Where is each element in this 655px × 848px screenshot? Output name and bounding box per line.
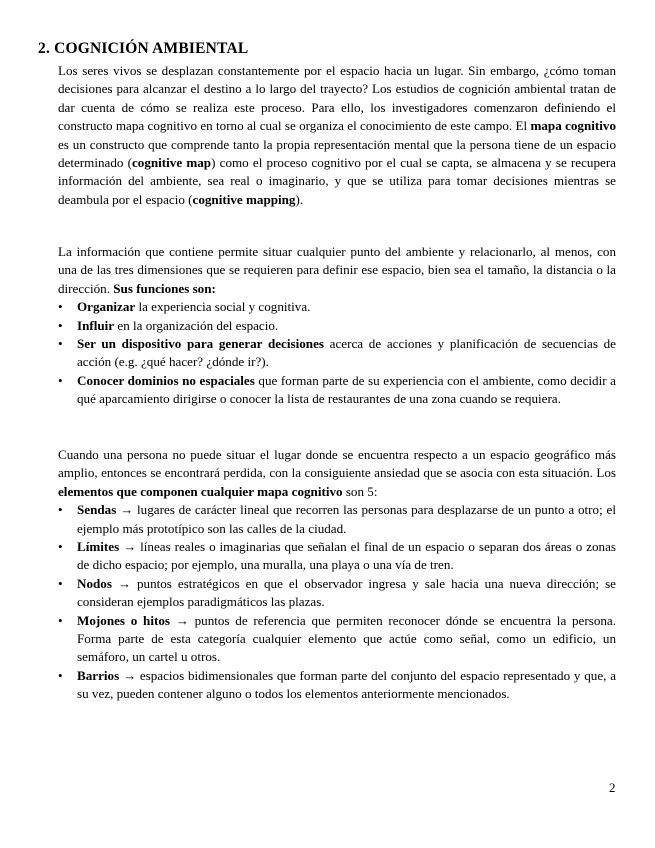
bullet-icon: •	[58, 539, 63, 555]
element-text: puntos de referencia que permiten reconocer dónde se encuentra la persona. Forma parte de esta categoría cualquier elemento que actúe como señal, como un edificio, un semáforo, un cartel u otros.	[77, 612, 617, 665]
element-text: lugares de carácter lineal que recorren las personas para desplazarse de un punto a otro; el ejemplo más prototípico son las calles de la ciudad.	[77, 502, 616, 536]
list-item	[58, 501, 616, 538]
bullet-icon: •	[58, 502, 63, 518]
arrow-icon: →	[119, 539, 141, 555]
elements-intro-text: Cuando una persona no puede situar el lugar donde se encuentra respecto a un espacio geográfico más amplio, entonces se encontrará perdida, con la consiguiente ansiedad que se asocia con esta situación. Los	[58, 447, 616, 481]
elements-block	[58, 446, 616, 704]
term-cognitive-mapping: cognitive mapping	[192, 191, 296, 207]
list-item	[58, 335, 616, 372]
arrow-icon: →	[169, 612, 195, 628]
element-name: Sendas	[77, 502, 117, 518]
intro-text-3: ) como el proceso cognitivo por el cual se capta, se almacena y se recupera información del ambiente, sea real o imaginario, y que se utiliza para tomar decisiones mientras se deambula por el espacio (	[58, 155, 616, 207]
functions-intro-text: La información que contiene permite situar cualquier punto del ambiente y relacionarlo, al menos, con una de las tres dimensiones que se requieren para definir ese espacio, bien sea el tamaño, la distancia o la dirección.	[58, 244, 616, 296]
section-heading	[38, 40, 248, 58]
functions-block	[58, 243, 616, 409]
intro-text-2: es un constructo que comprende tanto la propia representación mental que la persona tiene de un espacio determinado (	[58, 136, 616, 171]
function-text: que forman parte de su experiencia con el ambiente, como decidir a qué aparcamiento dirigirse o conocer la lista de restaurantes de una zona cuando se requiera.	[77, 372, 616, 407]
element-name: Límites	[77, 539, 120, 555]
page-number: 2	[609, 780, 616, 795]
functions-intro-paragraph	[58, 243, 616, 298]
element-text: espacios bidimensionales que forman parte del conjunto del espacio representado y que, a su vez, pueden contener alguno o todos los elementos anteriormente mencionados.	[77, 667, 617, 702]
arrow-icon: →	[116, 502, 138, 518]
arrow-icon: →	[111, 575, 137, 591]
bullet-icon: •	[58, 667, 63, 683]
list-item	[58, 538, 616, 575]
function-text: en la organización del espacio.	[114, 317, 279, 333]
function-name: Ser un dispositivo para generar decisiones	[77, 336, 324, 352]
section-title: COGNICIÓN AMBIENTAL	[54, 40, 249, 57]
functions-heading: Sus funciones son:	[113, 280, 216, 296]
element-name: Mojones o hitos	[77, 612, 170, 628]
list-item	[58, 372, 616, 409]
function-name: Influir	[77, 317, 115, 333]
intro-text-4: ).	[295, 191, 304, 207]
element-name: Nodos	[77, 575, 112, 591]
function-text: la experiencia social y cognitiva.	[135, 299, 311, 315]
list-item	[58, 667, 616, 704]
function-name: Conocer dominios no espaciales	[77, 372, 255, 388]
section-number: 2.	[38, 40, 51, 57]
functions-list	[58, 298, 616, 408]
term-cognitive-map: cognitive map	[131, 155, 212, 171]
element-text: líneas reales o imaginarias que señalan el final de un espacio o separan dos áreas o zonas de dicho espacio; por ejemplo, una muralla, una playa o una vía de tren.	[77, 539, 616, 573]
bullet-icon: •	[58, 575, 63, 591]
bullet-icon: •	[58, 317, 63, 333]
intro-paragraph-block	[58, 62, 616, 209]
list-item	[58, 575, 616, 612]
bullet-icon: •	[58, 612, 63, 628]
elements-intro-paragraph	[58, 446, 616, 501]
element-name: Barrios	[77, 667, 120, 683]
intro-paragraph	[58, 62, 616, 209]
bullet-icon: •	[58, 372, 63, 388]
elements-list	[58, 501, 616, 703]
elements-heading: elementos que componen cualquier mapa cognitivo	[58, 483, 343, 499]
function-name: Organizar	[77, 299, 136, 315]
arrow-icon: →	[119, 667, 140, 683]
intro-text-1: Los seres vivos se desplazan constantemente por el espacio hacia un lugar. Sin embargo, ¿cómo toman decisiones para alcanzar el destino a lo largo del trayecto? Los estudios de cognición ambiental tratan de dar cuenta de cómo se realiza este proceso. Para ello, los investigadores comenzaron definiendo el constructo mapa cognitivo en torno al cual se organiza el conocimiento de este campo. El	[58, 63, 616, 134]
bullet-icon: •	[58, 336, 63, 352]
element-text: puntos estratégicos en que el observador ingresa y sale hacia una nueva dirección; se consideran ejemplos paradigmáticos las plazas.	[77, 575, 616, 610]
function-text: acerca de acciones y planificación de secuencias de acción (e.g. ¿qué hacer? ¿dónde ir?).	[77, 336, 616, 370]
list-item	[58, 612, 616, 667]
list-item	[58, 317, 616, 335]
elements-count-text: son 5:	[342, 483, 378, 499]
list-item	[58, 298, 616, 316]
term-mapa-cognitivo: mapa cognitivo	[530, 118, 616, 134]
bullet-icon: •	[58, 299, 63, 315]
